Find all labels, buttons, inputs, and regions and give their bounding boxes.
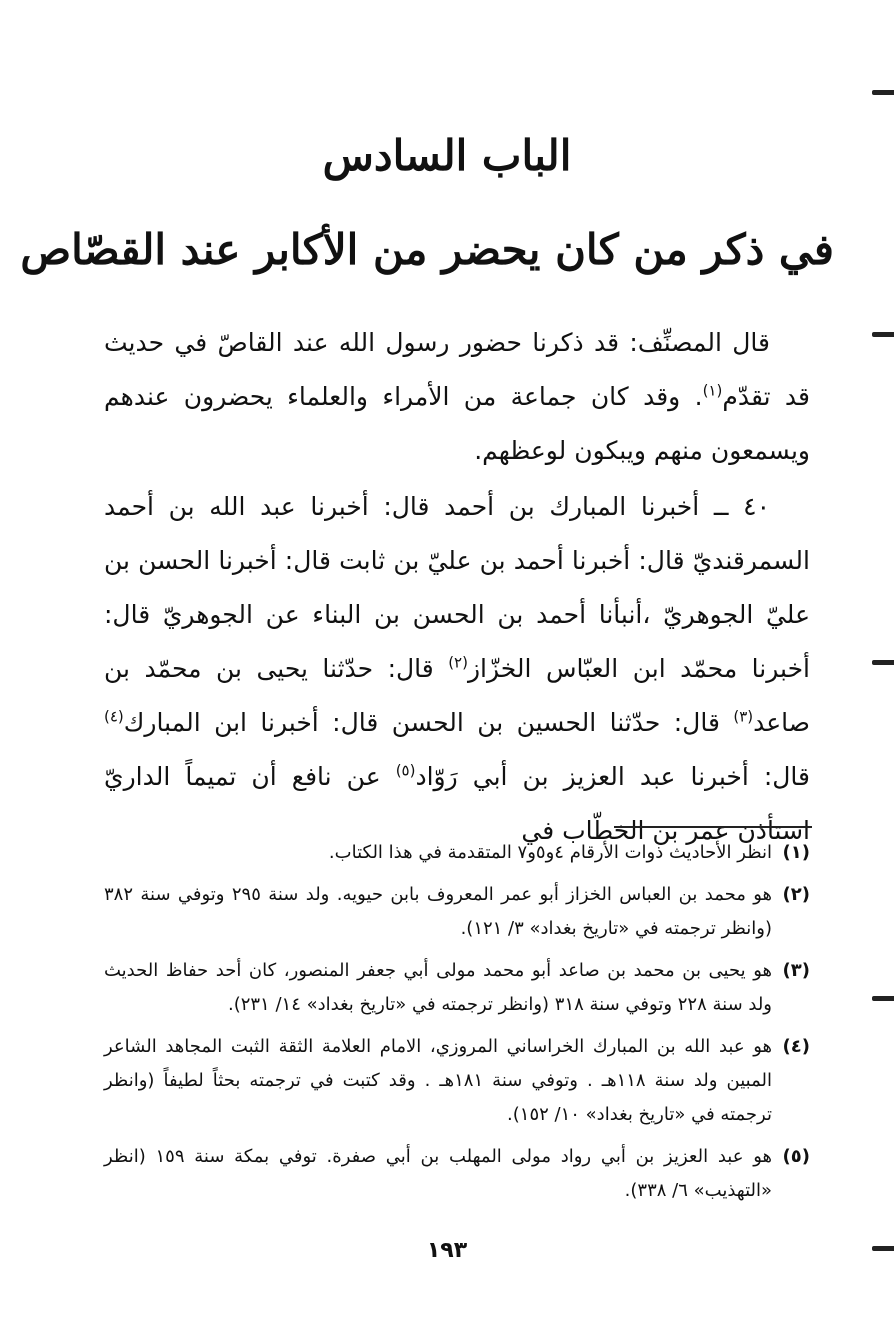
footnote-text: هو يحيى بن محمد بن صاعد أبو محمد مولى أبي جعفر المنصور، كان أحد حفاظ الحديث ولد سنة ٢٢٨ وتوفي سنة ٣١٨ (وانظر ترجمته في «تاريخ بغداد» ١٤/ ٢٣١).	[104, 960, 772, 1015]
footnote-number: (٢)	[782, 884, 810, 905]
footnote-text: هو عبد الله بن المبارك الخراساني المروزي، الامام العلامة الثقة الثبت المجاهد الشاعر المبين ولد سنة ١١٨هـ . وتوفي سنة ١٨١هـ . وقد كتبت في ترجمته بحثاً لطيفاً (وانظر ترجمته في «تاريخ بغداد» ١٠/ ١٥٢).	[104, 1036, 772, 1125]
footnote-ref-3: (٣)	[733, 707, 754, 726]
footnote-text: انظر الأحاديث ذوات الأرقام ٤و٥و٧ المتقدمة في هذا الكتاب.	[328, 842, 772, 863]
footnote-item	[104, 878, 810, 946]
footnote-item	[104, 1140, 810, 1208]
hadith-40-paragraph	[104, 480, 810, 858]
intro-text-a: قال المصنِّف: قد ذكرنا حضور رسول الله عند القاصّ في حديث قد تقدّم	[104, 328, 810, 411]
chapter-subtitle: في ذكر من كان يحضر من الأكابر عند القصّاص	[20, 225, 834, 274]
footnote-ref-2: (٢)	[448, 653, 468, 672]
footnote-item	[104, 1030, 810, 1132]
page-edge-mark	[872, 996, 894, 1001]
footnote-item	[104, 836, 810, 870]
page-edge-mark	[872, 660, 894, 665]
footnote-ref-4: (٤)	[104, 707, 124, 726]
hadith-text-3: قال: حدّثنا الحسين بن الحسن قال: أخبرنا ابن المبارك	[123, 708, 734, 737]
footnote-number: (٥)	[782, 1146, 810, 1167]
footnote-separator	[614, 826, 812, 828]
footnote-text: هو عبد العزيز بن أبي رواد مولى المهلب بن أبي صفرة. توفي بمكة سنة ١٥٩ (انظر «التهذيب» ٦/ ٣٣٨).	[104, 1146, 772, 1201]
page-number: ١٩٣	[426, 1238, 468, 1263]
hadith-text-2: قال: حدّثنا يحيى بن محمّد بن صاعد	[104, 654, 810, 737]
footnote-number: (٣)	[782, 960, 810, 981]
hadith-text-5: عن نافع أن تميماً الداريّ استأذن عمر بن الخطّاب في	[104, 762, 810, 845]
hadith-text-4: قال: أخبرنا عبد العزيز بن أبي رَوّاد	[415, 762, 810, 791]
footnote-item	[104, 954, 810, 1022]
footnote-text: هو محمد بن العباس الخزاز أبو عمر المعروف بابن حيويه. ولد سنة ٢٩٥ وتوفي سنة ٣٨٢ (وانظر ترجمته في «تاريخ بغداد» ٣/ ١٢١).	[104, 884, 773, 939]
hadith-text-1: ٤٠ ــ أخبرنا المبارك بن أحمد قال: أخبرنا عبد الله بن أحمد السمرقنديّ قال: أخبرنا أحمد بن عليّ بن ثابت قال: أخبرنا الحسن بن عليّ الجوهريّ ،أنبأنا أحمد بن الحسن بن البناء عن الجوهريّ قال: أخبرنا محمّد ابن العبّاس الخزّاز	[104, 492, 810, 683]
footnote-ref-5: (٥)	[395, 761, 416, 780]
footnotes	[104, 836, 810, 1216]
footnote-ref-1: (١)	[702, 381, 723, 400]
intro-paragraph	[104, 316, 810, 478]
footnote-number: (١)	[782, 842, 810, 863]
page-edge-mark	[872, 332, 894, 337]
intro-text-b: . وقد كان جماعة من الأمراء والعلماء يحضرون عندهم ويسمعون منهم ويبكون لوعظهم.	[104, 382, 810, 465]
footnote-number: (٤)	[782, 1036, 810, 1057]
page-edge-mark	[872, 90, 894, 95]
chapter-title: الباب السادس	[322, 131, 572, 180]
